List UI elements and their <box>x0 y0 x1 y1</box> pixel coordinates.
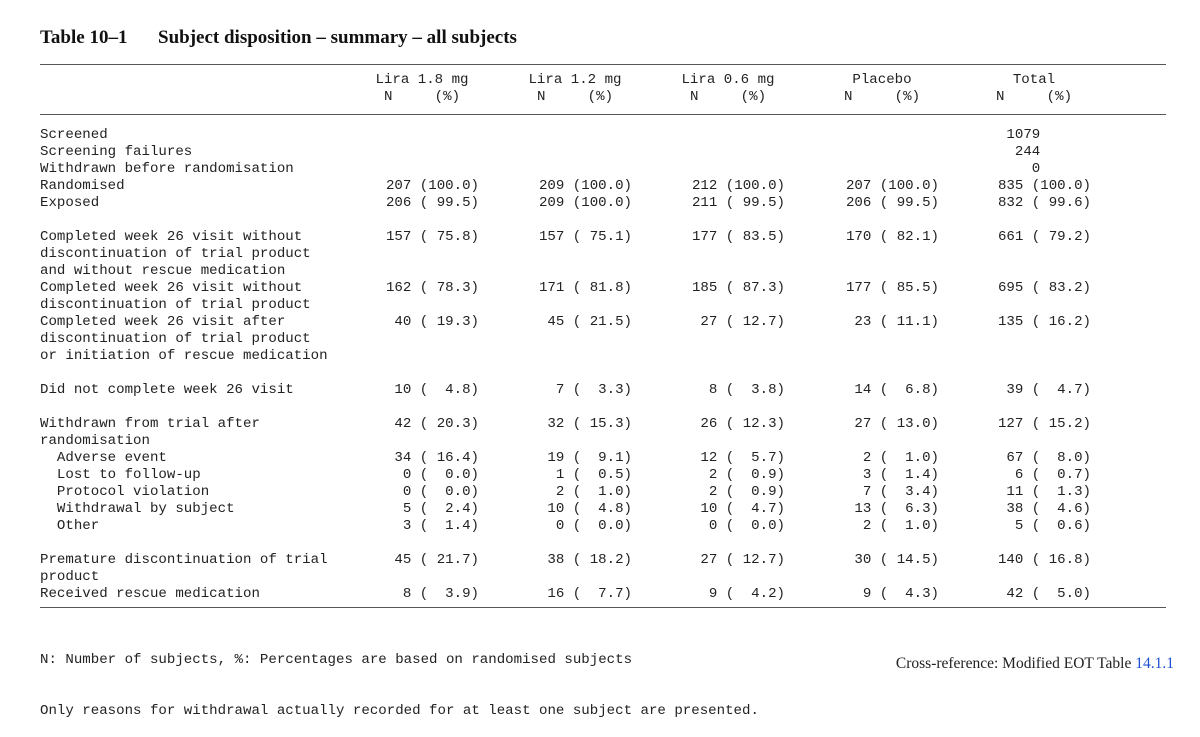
table-cell: 207 (100.0) <box>845 178 939 194</box>
table-cell: 127 ( 15.2) <box>997 416 1091 432</box>
col-header-lira-1-2: Lira 1.2 mg <box>528 72 622 88</box>
table-row <box>40 535 1166 552</box>
table-cell: 45 ( 21.7) <box>394 552 479 568</box>
table-cell: 8 ( 3.9) <box>402 586 479 602</box>
table-cell: 157 ( 75.1) <box>538 229 632 245</box>
table-cell: 209 (100.0) <box>538 178 632 194</box>
col-header-total: Total <box>1012 72 1056 88</box>
table-number: Table 10–1 <box>40 27 128 48</box>
table-cell: 185 ( 87.3) <box>691 280 785 296</box>
row-label: Screening failures <box>40 144 193 160</box>
table-cell: 2 ( 0.9) <box>708 484 785 500</box>
table-cell: 19 ( 9.1) <box>547 450 632 466</box>
row-label: or initiation of rescue medication <box>40 348 328 364</box>
table-cell: 0 ( 0.0) <box>555 518 632 534</box>
row-label: Withdrawal by subject <box>40 501 235 517</box>
table-row <box>40 552 1166 569</box>
table-body <box>40 127 1166 603</box>
table-row <box>40 450 1166 467</box>
footnote: N: Number of subjects, %: Percentages are based on randomised subjects <box>40 652 633 668</box>
row-label: product <box>40 569 100 585</box>
table-row <box>40 399 1166 416</box>
header-row-units <box>40 89 1166 106</box>
col-subheader: N (%) <box>689 89 767 105</box>
top-rule <box>40 64 1166 65</box>
table-cell: 135 ( 16.2) <box>997 314 1091 330</box>
col-header-lira-0-6: Lira 0.6 mg <box>681 72 775 88</box>
table-cell: 2 ( 1.0) <box>862 450 939 466</box>
bottom-rule <box>40 607 1166 608</box>
table-cell: 2 ( 1.0) <box>862 518 939 534</box>
table-cell: 7 ( 3.3) <box>555 382 632 398</box>
table-row <box>40 314 1166 331</box>
row-label: Randomised <box>40 178 125 194</box>
table-row <box>40 348 1166 365</box>
col-subheader: N (%) <box>843 89 921 105</box>
table-title: Subject disposition – summary – all subjects <box>158 27 517 48</box>
row-label: Premature discontinuation of trial <box>40 552 328 568</box>
table-row <box>40 331 1166 348</box>
table-row <box>40 382 1166 399</box>
table-cell: 38 ( 4.6) <box>1006 501 1091 517</box>
table-cell: 206 ( 99.5) <box>385 195 479 211</box>
table-cell: 3 ( 1.4) <box>862 467 939 483</box>
table-row <box>40 263 1166 280</box>
row-label: Completed week 26 visit without <box>40 229 303 245</box>
table-cell: 661 ( 79.2) <box>997 229 1091 245</box>
row-label: Did not complete week 26 visit <box>40 382 294 398</box>
table-cell: 42 ( 5.0) <box>1006 586 1091 602</box>
footnotes <box>40 618 759 737</box>
table-row <box>40 229 1166 246</box>
table-row <box>40 365 1166 382</box>
table-cell: 0 ( 0.0) <box>708 518 785 534</box>
table-cell: 40 ( 19.3) <box>394 314 479 330</box>
table-row <box>40 433 1166 450</box>
table-cell: 23 ( 11.1) <box>854 314 939 330</box>
row-label: Completed week 26 visit after <box>40 314 286 330</box>
table-cell: 30 ( 14.5) <box>854 552 939 568</box>
header-rule <box>40 114 1166 115</box>
table-cell: 10 ( 4.8) <box>394 382 479 398</box>
col-header-lira-1-8: Lira 1.8 mg <box>375 72 469 88</box>
table-cell: 209 (100.0) <box>538 195 632 211</box>
table-cell: 0 ( 0.0) <box>402 467 479 483</box>
table-cell: 177 ( 83.5) <box>691 229 785 245</box>
table-cell: 157 ( 75.8) <box>385 229 479 245</box>
col-subheader: N (%) <box>536 89 614 105</box>
table-cell: 835 (100.0) <box>997 178 1091 194</box>
table-row <box>40 501 1166 518</box>
row-label: randomisation <box>40 433 150 449</box>
row-label: Received rescue medication <box>40 586 260 602</box>
table-row <box>40 484 1166 501</box>
row-label: Adverse event <box>40 450 167 466</box>
table-cell: 206 ( 99.5) <box>845 195 939 211</box>
table-cell: 695 ( 83.2) <box>997 280 1091 296</box>
table-row <box>40 212 1166 229</box>
row-label: and without rescue medication <box>40 263 286 279</box>
row-label: Screened <box>40 127 108 143</box>
row-label: discontinuation of trial product <box>40 297 311 313</box>
table-cell: 12 ( 5.7) <box>700 450 785 466</box>
table-cell: 5 ( 0.6) <box>1014 518 1091 534</box>
row-label: Exposed <box>40 195 100 211</box>
table-cell: 170 ( 82.1) <box>845 229 939 245</box>
table-cell: 5 ( 2.4) <box>402 501 479 517</box>
table-row <box>40 518 1166 535</box>
table-cell: 212 (100.0) <box>691 178 785 194</box>
table-row <box>40 297 1166 314</box>
table-cell: 3 ( 1.4) <box>402 518 479 534</box>
col-header-placebo: Placebo <box>852 72 912 88</box>
row-label: Lost to follow-up <box>40 467 201 483</box>
table-row <box>40 246 1166 263</box>
table-row <box>40 569 1166 586</box>
table-cell: 0 ( 0.0) <box>402 484 479 500</box>
table-cell: 244 <box>1014 144 1091 160</box>
table-cell: 67 ( 8.0) <box>1006 450 1091 466</box>
col-subheader: N (%) <box>995 89 1073 105</box>
table-row <box>40 161 1166 178</box>
row-label: discontinuation of trial product <box>40 331 311 347</box>
table-cell: 832 ( 99.6) <box>997 195 1091 211</box>
col-subheader: N (%) <box>383 89 461 105</box>
table-cell: 14 ( 6.8) <box>854 382 939 398</box>
table-cell: 171 ( 81.8) <box>538 280 632 296</box>
row-label: discontinuation of trial product <box>40 246 311 262</box>
header-row-names <box>40 72 1166 89</box>
table-cell: 42 ( 20.3) <box>394 416 479 432</box>
table-cell: 162 ( 78.3) <box>385 280 479 296</box>
row-label: Other <box>40 518 100 534</box>
table-cell: 211 ( 99.5) <box>691 195 785 211</box>
table-cell: 38 ( 18.2) <box>547 552 632 568</box>
table-cell: 177 ( 85.5) <box>845 280 939 296</box>
table-cell: 11 ( 1.3) <box>1006 484 1091 500</box>
table-cell: 39 ( 4.7) <box>1006 382 1091 398</box>
table-cell: 9 ( 4.3) <box>862 586 939 602</box>
table-cell: 27 ( 12.7) <box>700 314 785 330</box>
table-row <box>40 467 1166 484</box>
table-cell: 2 ( 0.9) <box>708 467 785 483</box>
table-cell: 13 ( 6.3) <box>854 501 939 517</box>
table-cell: 2 ( 1.0) <box>555 484 632 500</box>
cross-reference-text: Cross-reference: Modified EOT Table <box>895 655 1136 672</box>
table-cell: 1 ( 0.5) <box>555 467 632 483</box>
table-row <box>40 127 1166 144</box>
table-cell: 7 ( 3.4) <box>862 484 939 500</box>
cross-reference <box>896 655 1174 673</box>
table-row <box>40 144 1166 161</box>
row-label: Protocol violation <box>40 484 210 500</box>
row-label: Completed week 26 visit without <box>40 280 303 296</box>
disposition-table <box>40 72 1166 603</box>
footnote: Only reasons for withdrawal actually recorded for at least one subject are presented. <box>40 703 759 719</box>
table-cell: 9 ( 4.2) <box>708 586 785 602</box>
table-cell: 34 ( 16.4) <box>394 450 479 466</box>
table-cell: 45 ( 21.5) <box>547 314 632 330</box>
table-cell: 27 ( 13.0) <box>854 416 939 432</box>
table-row <box>40 280 1166 297</box>
table-cell: 140 ( 16.8) <box>997 552 1091 568</box>
table-row <box>40 586 1166 603</box>
table-cell: 27 ( 12.7) <box>700 552 785 568</box>
table-cell: 10 ( 4.8) <box>547 501 632 517</box>
table-cell: 6 ( 0.7) <box>1014 467 1091 483</box>
table-cell: 16 ( 7.7) <box>547 586 632 602</box>
table-cell: 1079 <box>1006 127 1091 143</box>
row-label: Withdrawn before randomisation <box>40 161 294 177</box>
table-cell: 10 ( 4.7) <box>700 501 785 517</box>
table-cell: 32 ( 15.3) <box>547 416 632 432</box>
table-row <box>40 416 1166 433</box>
table-cell: 207 (100.0) <box>385 178 479 194</box>
table-row <box>40 195 1166 212</box>
table-cell: 0 <box>1031 161 1091 177</box>
table-cell: 8 ( 3.8) <box>708 382 785 398</box>
row-label: Withdrawn from trial after <box>40 416 260 432</box>
cross-reference-link[interactable]: 14.1.1 <box>1135 655 1174 672</box>
table-caption <box>40 27 517 49</box>
table-cell: 26 ( 12.3) <box>700 416 785 432</box>
table-row <box>40 178 1166 195</box>
